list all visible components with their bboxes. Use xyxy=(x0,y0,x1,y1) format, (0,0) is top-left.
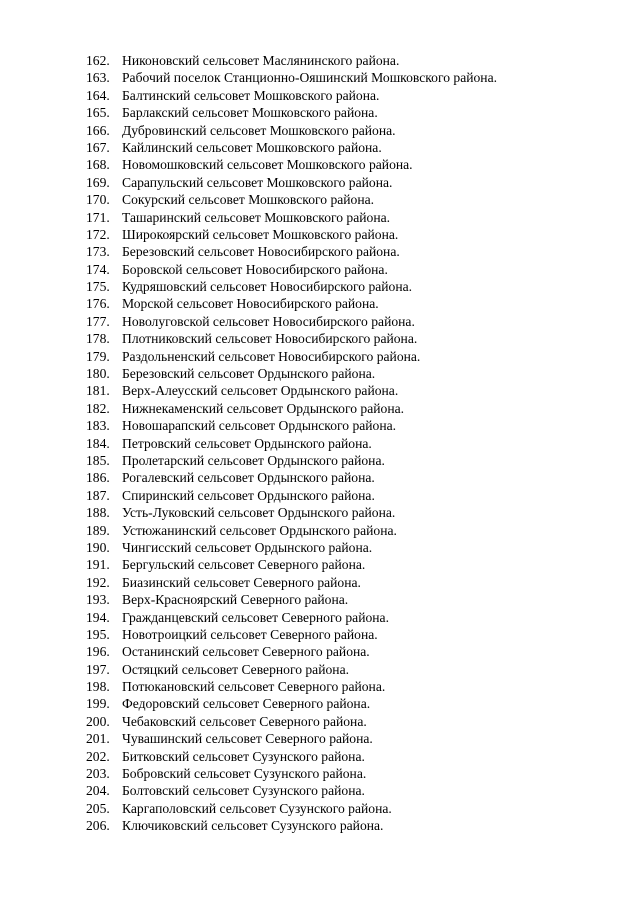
list-item xyxy=(86,278,497,295)
list-item xyxy=(86,539,497,556)
item-number: 201. xyxy=(86,731,110,747)
list-item xyxy=(86,87,497,104)
item-text: Морской сельсовет Новосибирского района. xyxy=(122,296,379,312)
item-number: 191. xyxy=(86,557,110,573)
list-item xyxy=(86,730,497,747)
item-text: Ташаринский сельсовет Мошковского района. xyxy=(122,209,391,225)
list-item xyxy=(86,209,497,226)
list-item xyxy=(86,782,497,799)
list-item xyxy=(86,417,497,434)
list-item xyxy=(86,382,497,399)
list-item xyxy=(86,713,497,730)
item-number: 186. xyxy=(86,470,110,486)
list-item xyxy=(86,591,497,608)
item-text: Бергульский сельсовет Северного района. xyxy=(122,557,366,573)
item-number: 175. xyxy=(86,279,110,295)
item-number: 205. xyxy=(86,800,110,816)
item-number: 204. xyxy=(86,783,110,799)
item-text: Чебаковский сельсовет Северного района. xyxy=(122,713,367,729)
item-number: 174. xyxy=(86,261,110,277)
item-number: 193. xyxy=(86,592,110,608)
item-number: 194. xyxy=(86,609,110,625)
item-text: Новошарапский сельсовет Ордынского района. xyxy=(122,418,397,434)
item-number: 200. xyxy=(86,713,110,729)
list-item xyxy=(86,661,497,678)
item-text: Чувашинский сельсовет Северного района. xyxy=(122,731,373,747)
item-text: Березовский сельсовет Новосибирского района. xyxy=(122,244,400,260)
item-text: Раздольненский сельсовет Новосибирского района. xyxy=(122,348,421,364)
item-text: Дубровинский сельсовет Мошковского района. xyxy=(122,122,396,138)
list-item xyxy=(86,104,497,121)
item-number: 184. xyxy=(86,435,110,451)
item-text: Новолуговской сельсовет Новосибирского района. xyxy=(122,313,415,329)
list-item xyxy=(86,435,497,452)
item-number: 171. xyxy=(86,209,110,225)
item-text: Кайлинский сельсовет Мошковского района. xyxy=(122,139,382,155)
item-text: Рабочий поселок Станционно-Ояшинский Мошковского района. xyxy=(122,70,498,86)
item-number: 166. xyxy=(86,122,110,138)
item-text: Кудряшовский сельсовет Новосибирского района. xyxy=(122,279,413,295)
item-number: 172. xyxy=(86,226,110,242)
item-text: Барлакский сельсовет Мошковского района. xyxy=(122,105,378,121)
item-number: 197. xyxy=(86,661,110,677)
item-number: 177. xyxy=(86,313,110,329)
item-text: Биазинский сельсовет Северного района. xyxy=(122,574,361,590)
list-item xyxy=(86,174,497,191)
item-text: Никоновский сельсовет Маслянинского района. xyxy=(122,53,400,68)
item-number: 165. xyxy=(86,105,110,121)
item-text: Рогалевский сельсовет Ордынского района. xyxy=(122,470,375,486)
item-number: 198. xyxy=(86,679,110,695)
item-number: 196. xyxy=(86,644,110,660)
list-item xyxy=(86,139,497,156)
item-number: 163. xyxy=(86,70,110,86)
list-item xyxy=(86,678,497,695)
item-text: Усть-Луковский сельсовет Ордынского района. xyxy=(122,505,396,521)
item-text: Верх-Красноярский Северного района. xyxy=(122,592,349,608)
item-number: 179. xyxy=(86,348,110,364)
item-text: Березовский сельсовет Ордынского района. xyxy=(122,366,376,382)
list-item xyxy=(86,522,497,539)
list-item xyxy=(86,69,497,86)
list-item xyxy=(86,295,497,312)
item-number: 195. xyxy=(86,626,110,642)
item-text: Пролетарский сельсовет Ордынского района. xyxy=(122,452,385,468)
list-item xyxy=(86,817,497,834)
item-text: Сарапульский сельсовет Мошковского района. xyxy=(122,174,393,190)
item-number: 203. xyxy=(86,766,110,782)
list-item xyxy=(86,504,497,521)
list-item xyxy=(86,748,497,765)
item-number: 164. xyxy=(86,87,110,103)
list-item xyxy=(86,643,497,660)
item-text: Каргаполовский сельсовет Сузунского района. xyxy=(122,800,392,816)
item-number: 178. xyxy=(86,331,110,347)
list-item xyxy=(86,52,497,69)
list-item xyxy=(86,765,497,782)
list-item xyxy=(86,313,497,330)
item-number: 176. xyxy=(86,296,110,312)
item-number: 190. xyxy=(86,539,110,555)
item-text: Нижнекаменский сельсовет Ордынского района. xyxy=(122,400,405,416)
item-text: Устюжанинский сельсовет Ордынского района. xyxy=(122,522,397,538)
item-text: Плотниковский сельсовет Новосибирского района. xyxy=(122,331,418,347)
settlement-list xyxy=(86,52,497,835)
list-item xyxy=(86,556,497,573)
item-text: Гражданцевский сельсовет Северного района. xyxy=(122,609,389,625)
item-number: 170. xyxy=(86,192,110,208)
item-number: 206. xyxy=(86,818,110,834)
list-item xyxy=(86,191,497,208)
item-text: Балтинский сельсовет Мошковского района. xyxy=(122,87,380,103)
list-item xyxy=(86,452,497,469)
item-text: Останинский сельсовет Северного района. xyxy=(122,644,370,660)
item-number: 199. xyxy=(86,696,110,712)
item-number: 169. xyxy=(86,174,110,190)
item-text: Потюкановский сельсовет Северного района. xyxy=(122,679,386,695)
list-item xyxy=(86,226,497,243)
item-text: Широкоярский сельсовет Мошковского района. xyxy=(122,226,399,242)
item-number: 189. xyxy=(86,522,110,538)
list-item xyxy=(86,609,497,626)
item-text: Остяцкий сельсовет Северного района. xyxy=(122,661,349,677)
list-item xyxy=(86,469,497,486)
item-text: Спиринский сельсовет Ордынского района. xyxy=(122,487,375,503)
item-text: Верх-Алеусский сельсовет Ордынского района. xyxy=(122,383,399,399)
item-number: 162. xyxy=(86,53,110,68)
list-item xyxy=(86,330,497,347)
item-text: Ключиковский сельсовет Сузунского района. xyxy=(122,818,384,834)
list-item xyxy=(86,365,497,382)
item-text: Новотроицкий сельсовет Северного района. xyxy=(122,626,378,642)
item-text: Боровской сельсовет Новосибирского района. xyxy=(122,261,388,277)
item-number: 167. xyxy=(86,139,110,155)
list-item xyxy=(86,574,497,591)
item-text: Битковский сельсовет Сузунского района. xyxy=(122,748,365,764)
list-item xyxy=(86,261,497,278)
item-text: Петровский сельсовет Ордынского района. xyxy=(122,435,372,451)
item-text: Болтовский сельсовет Сузунского района. xyxy=(122,783,365,799)
item-number: 188. xyxy=(86,505,110,521)
item-text: Новомошковский сельсовет Мошковского района. xyxy=(122,157,413,173)
list-item xyxy=(86,122,497,139)
list-item xyxy=(86,695,497,712)
item-text: Сокурский сельсовет Мошковского района. xyxy=(122,192,375,208)
list-item xyxy=(86,487,497,504)
item-number: 173. xyxy=(86,244,110,260)
item-number: 202. xyxy=(86,748,110,764)
item-text: Бобровский сельсовет Сузунского района. xyxy=(122,766,367,782)
item-number: 187. xyxy=(86,487,110,503)
item-number: 185. xyxy=(86,452,110,468)
list-item xyxy=(86,626,497,643)
item-number: 183. xyxy=(86,418,110,434)
item-text: Чингисский сельсовет Ордынского района. xyxy=(122,539,373,555)
item-number: 180. xyxy=(86,366,110,382)
list-item xyxy=(86,400,497,417)
item-number: 192. xyxy=(86,574,110,590)
item-number: 181. xyxy=(86,383,110,399)
item-text: Федоровский сельсовет Северного района. xyxy=(122,696,371,712)
list-item xyxy=(86,156,497,173)
list-item xyxy=(86,348,497,365)
item-number: 182. xyxy=(86,400,110,416)
list-item xyxy=(86,800,497,817)
item-number: 168. xyxy=(86,157,110,173)
list-item xyxy=(86,243,497,260)
